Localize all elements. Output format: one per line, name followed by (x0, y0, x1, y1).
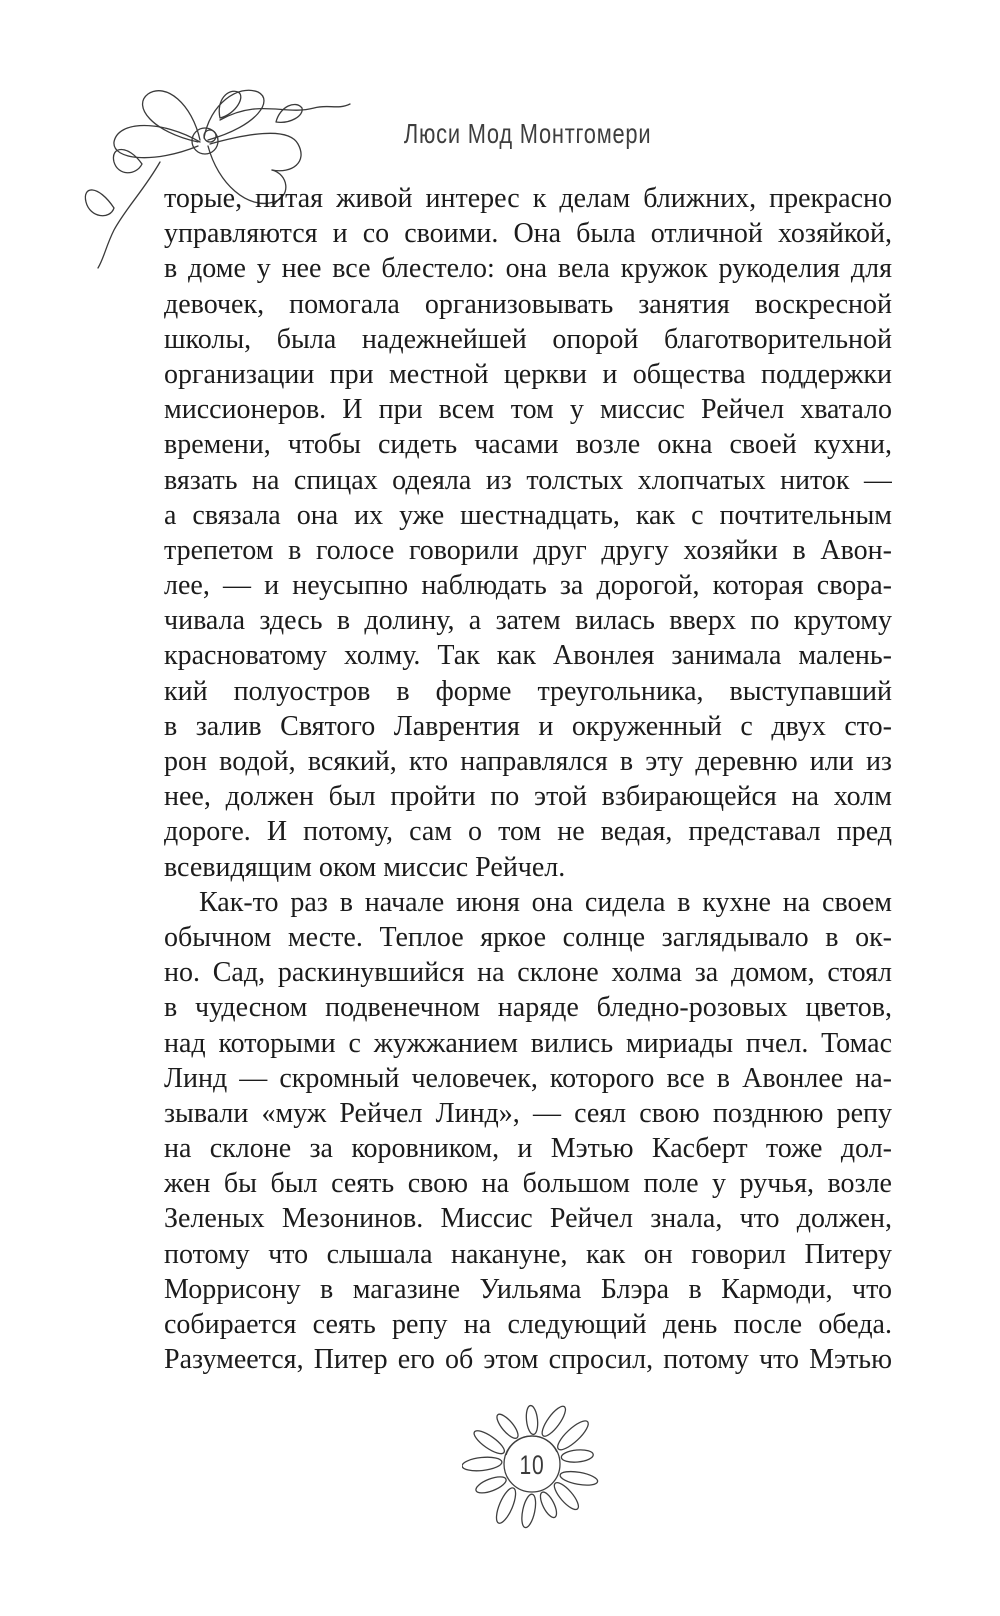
text-line: миссионеров. И при всем том у миссис Рейчел хватало (164, 394, 892, 426)
text-line: дороге. И потому, сам о том не ведая, представал пред (164, 816, 892, 848)
text-line: нее, должен был пройти по этой взбирающейся на холм (164, 781, 892, 813)
text-line: а связала она их уже шестнадцать, как с почтительным (164, 499, 892, 531)
text-line: собирается сеять репу на следующий день после обеда. (164, 1309, 892, 1340)
text-line: школы, была надежнейшей опорой благотворительной (164, 323, 892, 355)
text-line: вязать на спицах одеяла из толстых хлопчатых ниток — (164, 464, 892, 496)
text-line: чивала здесь в долину, а затем вилась вверх по крутому (164, 605, 892, 637)
paragraph (164, 885, 892, 1378)
body-text (164, 181, 892, 1377)
text-line: трепетом в голосе говорили друг другу хозяйки в Авон- (164, 534, 892, 566)
text-line: в залив Святого Лаврентия и окруженный с двух сто- (164, 710, 892, 742)
text-line: Линд — скромный человечек, которого все в Авонлее на- (164, 1062, 892, 1094)
text-line: лее, — и неусыпно наблюдать за дорогой, которая свора- (164, 570, 892, 602)
text-line: организации при местной церкви и общества поддержки (164, 358, 892, 390)
text-line: но. Сад, раскинувшийся на склоне холма за домом, стоял (164, 957, 892, 989)
page-number-badge (462, 1394, 602, 1534)
text-line: Моррисону в магазине Уильяма Блэра в Кармоди, что (164, 1273, 892, 1305)
text-line: Зеленых Мезонинов. Миссис Рейчел знала, что должен, (164, 1203, 892, 1235)
text-line: Как-то раз в начале июня она сидела в кухне на своем (199, 886, 892, 918)
text-line: управляются и со своими. Она была отличной хозяйкой, (164, 218, 892, 250)
text-line: над которыми с жужжанием вились мириады пчел. Томас (164, 1027, 892, 1059)
text-line: в доме у нее все блестело: она вела кружок рукоделия для (164, 253, 892, 285)
text-line: времени, чтобы сидеть часами возле окна своей кухни, (164, 429, 892, 461)
text-line: потому что слышала накануне, как он говорил Питеру (164, 1238, 892, 1270)
text-line: жен бы был сеять свою на большом поле у ручья, возле (164, 1168, 892, 1200)
text-line: обычном месте. Теплое яркое солнце заглядывало в ок- (164, 921, 892, 953)
text-line: кий полуостров в форме треугольника, выступавший (164, 675, 892, 707)
running-header-author: Люси Мод Монтгомери (404, 118, 652, 149)
running-header (164, 119, 892, 149)
paragraph (164, 181, 892, 885)
text-line: всевидящим оком миссис Рейчел. (164, 851, 566, 883)
text-line: в чудесном подвенечном наряде бледно-розовых цветов, (164, 992, 892, 1024)
text-line: рон водой, всякий, кто направлялся в эту деревню или из (164, 746, 892, 777)
text-line: торые, питая живой интерес к делам ближних, прекрасно (164, 183, 892, 214)
text-line: зывали «муж Рейчел Линд», — сеял свою позднюю репу (164, 1097, 892, 1129)
text-line: на склоне за коровником, и Мэтью Касберт тоже дол- (164, 1133, 892, 1165)
text-line: девочек, помогала организовывать занятия воскресной (164, 288, 892, 320)
text-line: красноватому холму. Так как Авонлея занимала малень- (164, 640, 892, 672)
page-number: 10 (519, 1449, 545, 1480)
text-line: Разумеется, Питер его об этом спросил, потому что Мэтью (164, 1344, 892, 1376)
